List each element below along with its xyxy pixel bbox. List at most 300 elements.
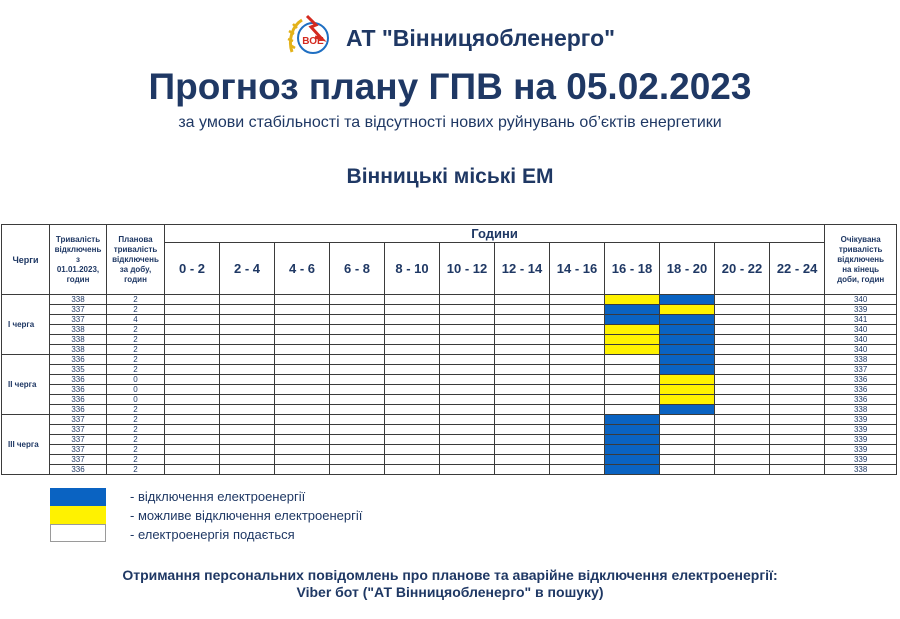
expected-cell: 339	[825, 455, 897, 465]
slot-cell	[550, 345, 605, 355]
legend-label-on: - електроенергія подається	[130, 527, 295, 542]
slot-cell	[275, 455, 330, 465]
slot-cell	[330, 375, 385, 385]
slot-cell	[495, 325, 550, 335]
slot-cell	[440, 305, 495, 315]
table-row	[2, 375, 897, 385]
slot-cell	[165, 315, 220, 325]
slot-cell	[770, 385, 825, 395]
slot-cell	[660, 405, 715, 415]
planned-cell: 2	[107, 465, 165, 475]
slot-cell	[770, 315, 825, 325]
slot-cell	[550, 335, 605, 345]
planned-cell: 2	[107, 435, 165, 445]
slot-cell	[385, 415, 440, 425]
slot-cell	[605, 425, 660, 435]
slot-cell	[385, 455, 440, 465]
logo-text: ВОЕ	[302, 36, 324, 47]
slot-cell	[220, 335, 275, 345]
slot-cell	[770, 415, 825, 425]
slot-cell	[770, 375, 825, 385]
slot-cell	[385, 465, 440, 475]
slot-cell	[550, 405, 605, 415]
slot-cell	[220, 465, 275, 475]
slot-cell	[165, 345, 220, 355]
page-title: Прогноз плану ГПВ на 05.02.2023	[148, 66, 752, 107]
slot-cell	[165, 305, 220, 315]
table-row	[2, 455, 897, 465]
slot-cell	[715, 415, 770, 425]
slot-cell	[770, 395, 825, 405]
slot-cell	[605, 355, 660, 365]
slot-cell	[385, 295, 440, 305]
slot-cell	[385, 375, 440, 385]
slot-header: 14 - 16	[550, 243, 605, 295]
slot-cell	[385, 305, 440, 315]
slot-cell	[495, 415, 550, 425]
slot-cell	[440, 315, 495, 325]
slot-cell	[495, 455, 550, 465]
header	[0, 8, 900, 60]
slot-cell	[770, 295, 825, 305]
slot-cell	[605, 455, 660, 465]
slot-cell	[495, 385, 550, 395]
duration-cell: 337	[50, 455, 107, 465]
queue-label: II черга	[2, 355, 50, 415]
planned-cell: 2	[107, 445, 165, 455]
slot-cell	[770, 465, 825, 475]
slot-cell	[715, 455, 770, 465]
slot-cell	[660, 445, 715, 455]
slot-cell	[385, 405, 440, 415]
slot-cell	[330, 395, 385, 405]
slot-cell	[275, 395, 330, 405]
slot-cell	[605, 345, 660, 355]
slot-cell	[495, 335, 550, 345]
slot-cell	[495, 355, 550, 365]
slot-header: 0 - 2	[165, 243, 220, 295]
slot-cell	[275, 295, 330, 305]
slot-cell	[550, 425, 605, 435]
slot-cell	[440, 325, 495, 335]
header-hours: Години	[165, 225, 825, 243]
slot-cell	[385, 445, 440, 455]
slot-cell	[550, 375, 605, 385]
slot-cell	[660, 375, 715, 385]
expected-cell: 338	[825, 405, 897, 415]
slot-cell	[770, 355, 825, 365]
slot-cell	[605, 465, 660, 475]
slot-cell	[715, 385, 770, 395]
slot-cell	[275, 335, 330, 345]
duration-cell: 337	[50, 445, 107, 455]
slot-header: 2 - 4	[220, 243, 275, 295]
slot-cell	[770, 405, 825, 415]
duration-cell: 337	[50, 425, 107, 435]
slot-cell	[440, 415, 495, 425]
slot-cell	[605, 435, 660, 445]
slot-cell	[605, 335, 660, 345]
slot-cell	[715, 435, 770, 445]
slot-cell	[770, 365, 825, 375]
slot-cell	[165, 355, 220, 365]
slot-cell	[495, 375, 550, 385]
duration-cell: 337	[50, 435, 107, 445]
slot-cell	[550, 395, 605, 405]
slot-cell	[770, 435, 825, 445]
slot-cell	[605, 445, 660, 455]
legend-swatch-off	[50, 488, 106, 506]
slot-cell	[770, 455, 825, 465]
slot-cell	[495, 305, 550, 315]
planned-cell: 2	[107, 455, 165, 465]
queue-label: III черга	[2, 415, 50, 475]
expected-cell: 338	[825, 465, 897, 475]
slot-cell	[275, 425, 330, 435]
expected-cell: 336	[825, 395, 897, 405]
schedule-body	[2, 295, 897, 475]
slot-cell	[550, 385, 605, 395]
slot-cell	[220, 305, 275, 315]
slot-cell	[165, 455, 220, 465]
company-name: АТ "Вінницяобленерго"	[346, 25, 616, 51]
slot-cell	[330, 325, 385, 335]
slot-cell	[165, 395, 220, 405]
slot-cell	[330, 445, 385, 455]
slot-header: 8 - 10	[385, 243, 440, 295]
legend-label-possible: - можливе відключення електроенергії	[130, 508, 363, 523]
slot-cell	[440, 335, 495, 345]
slot-cell	[440, 365, 495, 375]
slot-cell	[550, 315, 605, 325]
slot-cell	[550, 455, 605, 465]
table-row	[2, 405, 897, 415]
slot-cell	[220, 405, 275, 415]
slot-cell	[550, 445, 605, 455]
slot-cell	[220, 355, 275, 365]
table-row	[2, 385, 897, 395]
slot-cell	[385, 345, 440, 355]
slot-cell	[165, 375, 220, 385]
slot-cell	[770, 425, 825, 435]
table-row	[2, 435, 897, 445]
table-row	[2, 415, 897, 425]
slot-cell	[715, 335, 770, 345]
slot-cell	[330, 345, 385, 355]
slot-cell	[330, 335, 385, 345]
slot-cell	[495, 395, 550, 405]
expected-cell: 339	[825, 305, 897, 315]
slot-cell	[385, 395, 440, 405]
slot-cell	[220, 455, 275, 465]
slot-cell	[220, 375, 275, 385]
expected-cell: 338	[825, 355, 897, 365]
slot-cell	[660, 335, 715, 345]
duration-cell: 337	[50, 415, 107, 425]
expected-cell: 337	[825, 365, 897, 375]
table-row	[2, 465, 897, 475]
slot-header: 12 - 14	[495, 243, 550, 295]
slot-cell	[605, 325, 660, 335]
footer-viber: Viber бот ("АТ Вінницяобленерго" в пошуку)	[296, 584, 604, 600]
expected-cell: 340	[825, 345, 897, 355]
slot-header: 16 - 18	[605, 243, 660, 295]
duration-cell: 337	[50, 305, 107, 315]
slot-cell	[275, 365, 330, 375]
slot-cell	[165, 405, 220, 415]
slot-cell	[550, 435, 605, 445]
page-subtitle: за умови стабільності та відсутності нових руйнувань об’єктів енергетики	[178, 114, 722, 131]
slot-cell	[440, 425, 495, 435]
slot-cell	[715, 405, 770, 415]
expected-cell: 336	[825, 375, 897, 385]
slot-cell	[220, 425, 275, 435]
planned-cell: 2	[107, 325, 165, 335]
duration-cell: 336	[50, 465, 107, 475]
slot-cell	[715, 325, 770, 335]
slot-cell	[330, 355, 385, 365]
slot-cell	[660, 425, 715, 435]
expected-cell: 341	[825, 315, 897, 325]
table-row	[2, 445, 897, 455]
slot-cell	[440, 345, 495, 355]
duration-cell: 336	[50, 375, 107, 385]
duration-cell: 336	[50, 355, 107, 365]
slot-cell	[220, 345, 275, 355]
planned-cell: 2	[107, 295, 165, 305]
legend-label-off: - відключення електроенергії	[130, 489, 306, 504]
slot-cell	[275, 415, 330, 425]
legend-swatch-possible	[50, 506, 106, 524]
slot-cell	[605, 375, 660, 385]
header-planned: Планова тривалість відключень за добу, годин	[107, 225, 165, 295]
queue-label: I черга	[2, 295, 50, 355]
slot-cell	[440, 455, 495, 465]
slot-cell	[330, 415, 385, 425]
slot-header: 20 - 22	[715, 243, 770, 295]
slot-cell	[275, 315, 330, 325]
expected-cell: 339	[825, 425, 897, 435]
slot-cell	[660, 315, 715, 325]
slot-cell	[550, 465, 605, 475]
expected-cell: 340	[825, 335, 897, 345]
header-duration: Тривалість відключень з 01.01.2023, годин	[50, 225, 107, 295]
header-expected: Очікувана тривалість відключень на кінець доби, годин	[825, 225, 897, 295]
slot-cell	[275, 305, 330, 315]
slot-cell	[385, 365, 440, 375]
slot-cell	[275, 435, 330, 445]
slot-cell	[220, 435, 275, 445]
slot-cell	[275, 385, 330, 395]
slot-cell	[440, 295, 495, 305]
duration-cell: 336	[50, 405, 107, 415]
slot-cell	[440, 435, 495, 445]
table-row	[2, 425, 897, 435]
slot-cell	[715, 355, 770, 365]
slot-cell	[385, 325, 440, 335]
slot-cell	[330, 435, 385, 445]
duration-cell: 337	[50, 315, 107, 325]
expected-cell: 340	[825, 295, 897, 305]
slot-cell	[275, 345, 330, 355]
slot-cell	[275, 465, 330, 475]
slot-cell	[715, 445, 770, 455]
table-row	[2, 335, 897, 345]
slot-cell	[385, 355, 440, 365]
slot-cell	[715, 375, 770, 385]
slot-cell	[275, 325, 330, 335]
slot-cell	[605, 395, 660, 405]
slot-cell	[165, 325, 220, 335]
expected-cell: 339	[825, 415, 897, 425]
slot-cell	[605, 315, 660, 325]
slot-cell	[605, 295, 660, 305]
expected-cell: 340	[825, 325, 897, 335]
slot-cell	[330, 455, 385, 465]
slot-cell	[330, 405, 385, 415]
slot-cell	[165, 425, 220, 435]
slot-cell	[165, 385, 220, 395]
slot-cell	[495, 405, 550, 415]
slot-cell	[385, 425, 440, 435]
slot-cell	[770, 305, 825, 315]
slot-cell	[385, 435, 440, 445]
table-row	[2, 315, 897, 325]
schedule-table	[1, 224, 897, 475]
slot-cell	[660, 395, 715, 405]
slot-cell	[495, 445, 550, 455]
slot-cell	[660, 455, 715, 465]
slot-cell	[165, 295, 220, 305]
planned-cell: 2	[107, 405, 165, 415]
table-row	[2, 345, 897, 355]
slot-cell	[660, 305, 715, 315]
slot-cell	[660, 415, 715, 425]
planned-cell: 0	[107, 385, 165, 395]
slot-cell	[330, 365, 385, 375]
slot-cell	[220, 295, 275, 305]
slot-cell	[275, 405, 330, 415]
planned-cell: 2	[107, 335, 165, 345]
expected-cell: 339	[825, 445, 897, 455]
slot-cell	[660, 365, 715, 375]
duration-cell: 336	[50, 385, 107, 395]
slot-cell	[605, 305, 660, 315]
slot-cell	[550, 305, 605, 315]
slot-cell	[770, 345, 825, 355]
slot-cell	[660, 345, 715, 355]
slot-cell	[440, 385, 495, 395]
slot-cell	[660, 355, 715, 365]
footer-notice: Отримання персональних повідомлень про планове та аварійне відключення електроенергії:	[122, 567, 778, 583]
slot-cell	[165, 365, 220, 375]
slot-cell	[715, 315, 770, 325]
slot-cell	[330, 305, 385, 315]
slot-cell	[440, 375, 495, 385]
slot-cell	[605, 415, 660, 425]
slot-cell	[220, 385, 275, 395]
slot-cell	[385, 315, 440, 325]
slot-cell	[715, 465, 770, 475]
table-row	[2, 355, 897, 365]
slot-cell	[715, 395, 770, 405]
legend-swatch-on	[50, 524, 106, 542]
duration-cell: 336	[50, 395, 107, 405]
slot-cell	[495, 425, 550, 435]
planned-cell: 0	[107, 375, 165, 385]
expected-cell: 339	[825, 435, 897, 445]
table-row	[2, 395, 897, 405]
slot-cell	[440, 445, 495, 455]
slot-cell	[220, 395, 275, 405]
slot-cell	[165, 445, 220, 455]
planned-cell: 4	[107, 315, 165, 325]
table-row	[2, 295, 897, 305]
slot-cell	[660, 295, 715, 305]
slot-cell	[550, 355, 605, 365]
slot-cell	[495, 295, 550, 305]
planned-cell: 0	[107, 395, 165, 405]
region-title: Вінницькі міські ЕМ	[346, 165, 554, 188]
planned-cell: 2	[107, 305, 165, 315]
slot-cell	[770, 335, 825, 345]
slot-cell	[605, 405, 660, 415]
slot-cell	[220, 365, 275, 375]
slot-cell	[330, 315, 385, 325]
slot-cell	[440, 465, 495, 475]
slot-cell	[330, 385, 385, 395]
slot-cell	[165, 335, 220, 345]
table-row	[2, 305, 897, 315]
slot-cell	[715, 425, 770, 435]
planned-cell: 2	[107, 415, 165, 425]
slot-cell	[440, 355, 495, 365]
slot-cell	[330, 425, 385, 435]
slot-cell	[440, 395, 495, 405]
expected-cell: 336	[825, 385, 897, 395]
duration-cell: 338	[50, 345, 107, 355]
slot-cell	[220, 325, 275, 335]
slot-header: 4 - 6	[275, 243, 330, 295]
duration-cell: 338	[50, 325, 107, 335]
slot-cell	[715, 295, 770, 305]
slot-cell	[550, 295, 605, 305]
slot-cell	[715, 345, 770, 355]
slot-header: 22 - 24	[770, 243, 825, 295]
slot-cell	[495, 435, 550, 445]
slot-header: 6 - 8	[330, 243, 385, 295]
slot-cell	[660, 465, 715, 475]
duration-cell: 338	[50, 335, 107, 345]
company-logo-icon	[286, 14, 336, 64]
slot-cell	[605, 385, 660, 395]
slot-cell	[220, 445, 275, 455]
slot-cell	[770, 445, 825, 455]
slot-cell	[385, 385, 440, 395]
slot-cell	[660, 435, 715, 445]
slot-cell	[605, 365, 660, 375]
slot-cell	[165, 465, 220, 475]
slot-cell	[275, 445, 330, 455]
slot-cell	[770, 325, 825, 335]
planned-cell: 2	[107, 365, 165, 375]
duration-cell: 338	[50, 295, 107, 305]
slot-cell	[550, 415, 605, 425]
slot-cell	[495, 365, 550, 375]
slot-cell	[715, 365, 770, 375]
slot-cell	[495, 345, 550, 355]
slot-cell	[550, 325, 605, 335]
